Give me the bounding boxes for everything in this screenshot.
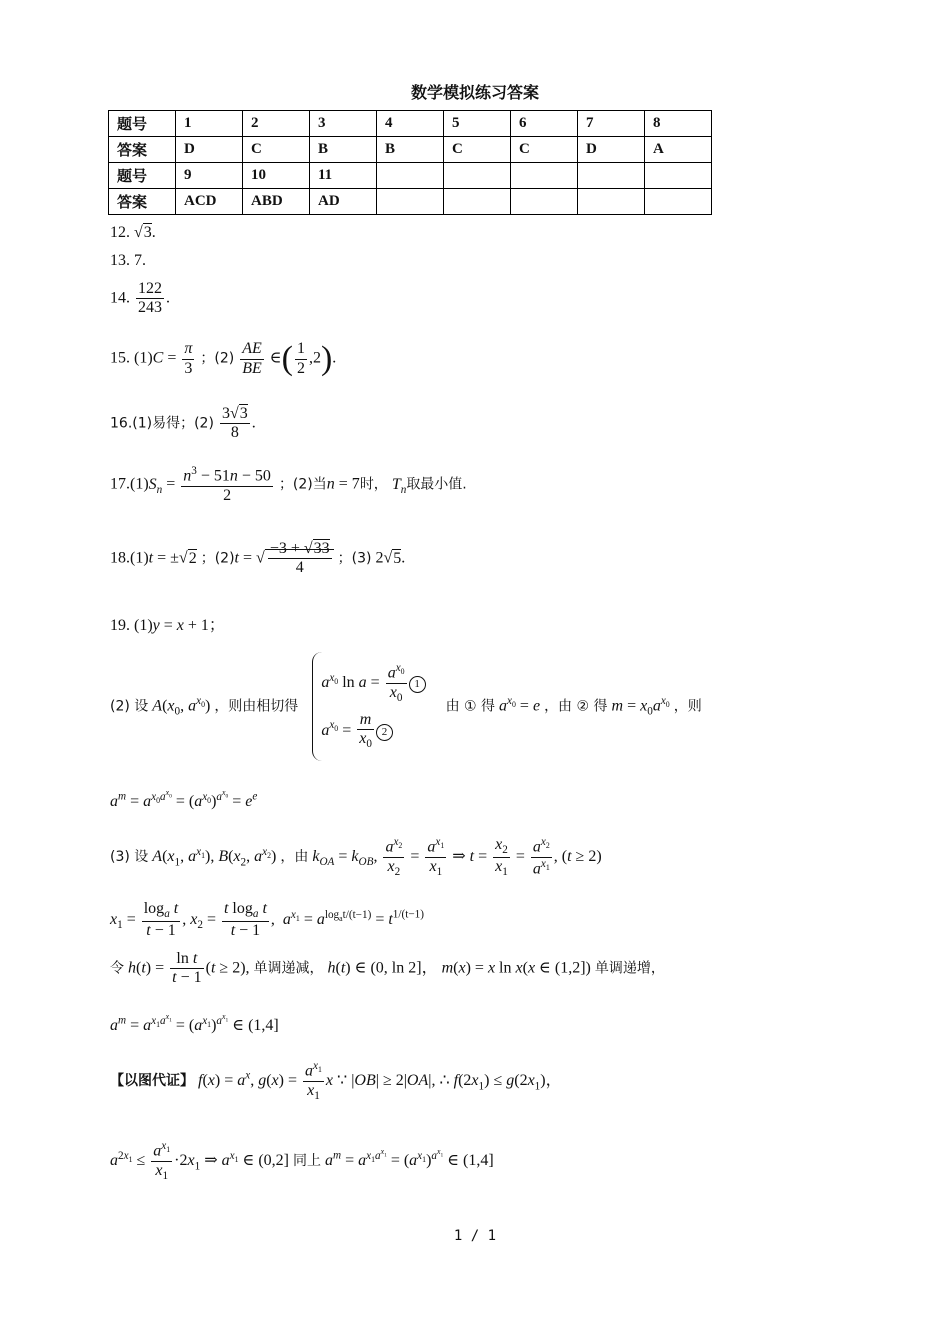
table-cell: 答案 <box>109 189 176 215</box>
answer-14: 14. $\frac{122}{243}$ . <box>110 280 170 317</box>
table-cell <box>645 189 712 215</box>
equation-system: $a^{x_0}$ ln a = $\frac{a^{x_0}}{x_0}$ 1 $a^{x_0}$ = $\frac{m}{x_0}$ 2 <box>312 652 431 761</box>
table-cell <box>645 163 712 189</box>
answer-16: 16.(1)易得；(2) $\frac{3√3}{8}$ . <box>110 405 256 442</box>
fraction: $\frac{122}{243}$ <box>138 280 162 317</box>
table-cell: C <box>511 137 578 163</box>
table-row <box>109 163 712 189</box>
table-cell: D <box>176 137 243 163</box>
table-cell: 题号 <box>109 111 176 137</box>
answer-15: 15. (1)C = $\frac{\pi}{3}$ ；(2) $\frac{AE}{BE}$ ∈( $\frac{1}{2}$ ,2). <box>110 340 337 377</box>
table-row <box>109 111 712 137</box>
table-cell: ABD <box>243 189 310 215</box>
table-cell: 5 <box>444 111 511 137</box>
table-cell <box>578 163 645 189</box>
table-cell: 答案 <box>109 137 176 163</box>
table-cell <box>444 189 511 215</box>
table-cell: 2 <box>243 111 310 137</box>
table-cell: ACD <box>176 189 243 215</box>
table-cell: B <box>377 137 444 163</box>
table-cell: 6 <box>511 111 578 137</box>
table-cell: 11 <box>310 163 377 189</box>
table-cell: 7 <box>578 111 645 137</box>
answer-17: $17.(1)S_n$ = $\frac{n^3 - 51n - 50}{2}$ ；(2)当n = 7时， $T_n$取最小值. <box>110 465 467 504</box>
table-cell: 8 <box>645 111 712 137</box>
table-cell: AD <box>310 189 377 215</box>
table-row <box>109 137 712 163</box>
answer-19-part1: 19. (1)y = x + 1； <box>110 617 225 634</box>
table-row <box>109 189 712 215</box>
table-cell: 3 <box>310 111 377 137</box>
table-cell: C <box>444 137 511 163</box>
answer-18: 18.(1)t = ±√2 ；(2)t = √ $\frac{-3 + √33}{4}$ ；(3) 2√5. <box>110 540 406 577</box>
table-cell <box>444 163 511 189</box>
table-cell: 10 <box>243 163 310 189</box>
table-cell: A <box>645 137 712 163</box>
answer-19-part2: (2) 设 $A(x_0$, $a^{x_0}$) ，则由相切得 $a^{x_0}$ ln a = $\frac{a^{x_0}}{x_0}$ 1 $a^{x_0}$ = $\frac{m}{x_0}$ 2 由 ① 得 $a^{x_0} = e$ ，由 ② 得 $m = x_0a^{x_0}$ ，则 <box>110 652 702 761</box>
table-cell <box>511 163 578 189</box>
table-cell: 题号 <box>109 163 176 189</box>
answer-19-part3-line2: $x_1$ = $\frac{\log_a t}{t - 1}$ , $x_2$ = $\frac{t \log_a t}{t - 1}$ , $a^{x_1} = a^{log_at/(t-1)} = t^{1/(t-1)}$ <box>110 900 424 940</box>
answer-19-part3-line3: 令 h(t) = $\frac{\text{ln t}}{t - 1}$ (t ≥ 2), 单调递减， h(t) ∈ (0, ln 2]， m(x) = x ln x(x ∈ (1,2]) 单调递增， <box>110 950 665 987</box>
page-number: 1 / 1 <box>453 1228 497 1244</box>
answer-19-part3: (3) 设 $A(x_1$, $a^{x_1}$), $B(x_2$, $a^{x_2}$) ，由 $k_{OA} = k_{OB}$, $\frac{a^{x_2}}{x_2}$ = $\frac{a^{x_1}}{x_1}$ ⇒ t = $\frac{x_2}{x_1}$ = $\frac{a^{x_2}}{a^{x_1}}$ , (t ≥ 2) <box>110 836 602 879</box>
table-cell: 4 <box>377 111 444 137</box>
answer-12: 12. √3. <box>110 224 156 241</box>
answer-19-proof-result: $a^{2x_1}$ ≤ $\frac{a^{x_1}}{x_1}$ $\cdot 2x_1$ ⇒ $a^{x_1}$ ∈ (0,2] 同上 $a^m = a^{x_1a^{x_1}} = (a^{x_1})^{a^{x_1}}$ ∈ (1,4] <box>110 1140 494 1182</box>
table-cell: D <box>578 137 645 163</box>
table-cell <box>377 189 444 215</box>
table-cell <box>578 189 645 215</box>
answer-19-part2-result: $a^m = a^{x_0a^{x_0}} = (a^{x_0})^{a^{x_0}} = e^e$ <box>110 788 258 811</box>
answer-19-part3-line4: $a^m = a^{x_1a^{x_1}} = (a^{x_1})^{a^{x_1}}$ ∈ (1,4] <box>110 1012 279 1035</box>
answer-19-proof: 【以图代证】 $f(x) = a^x$, g(x) = $\frac{a^{x_1}}{x_1}$ x ∵ |OB| ≥ 2|OA|, ∴ $f(2x_1) \le g(2x_1)$， <box>110 1060 562 1102</box>
table-cell <box>377 163 444 189</box>
answer-table <box>108 110 712 215</box>
table-cell: B <box>310 137 377 163</box>
page-title: 数学模拟练习答案 <box>410 83 539 102</box>
table-cell: 9 <box>176 163 243 189</box>
answer-13: 13. 7. <box>110 252 146 269</box>
table-cell: 1 <box>176 111 243 137</box>
table-cell <box>511 189 578 215</box>
table-cell: C <box>243 137 310 163</box>
